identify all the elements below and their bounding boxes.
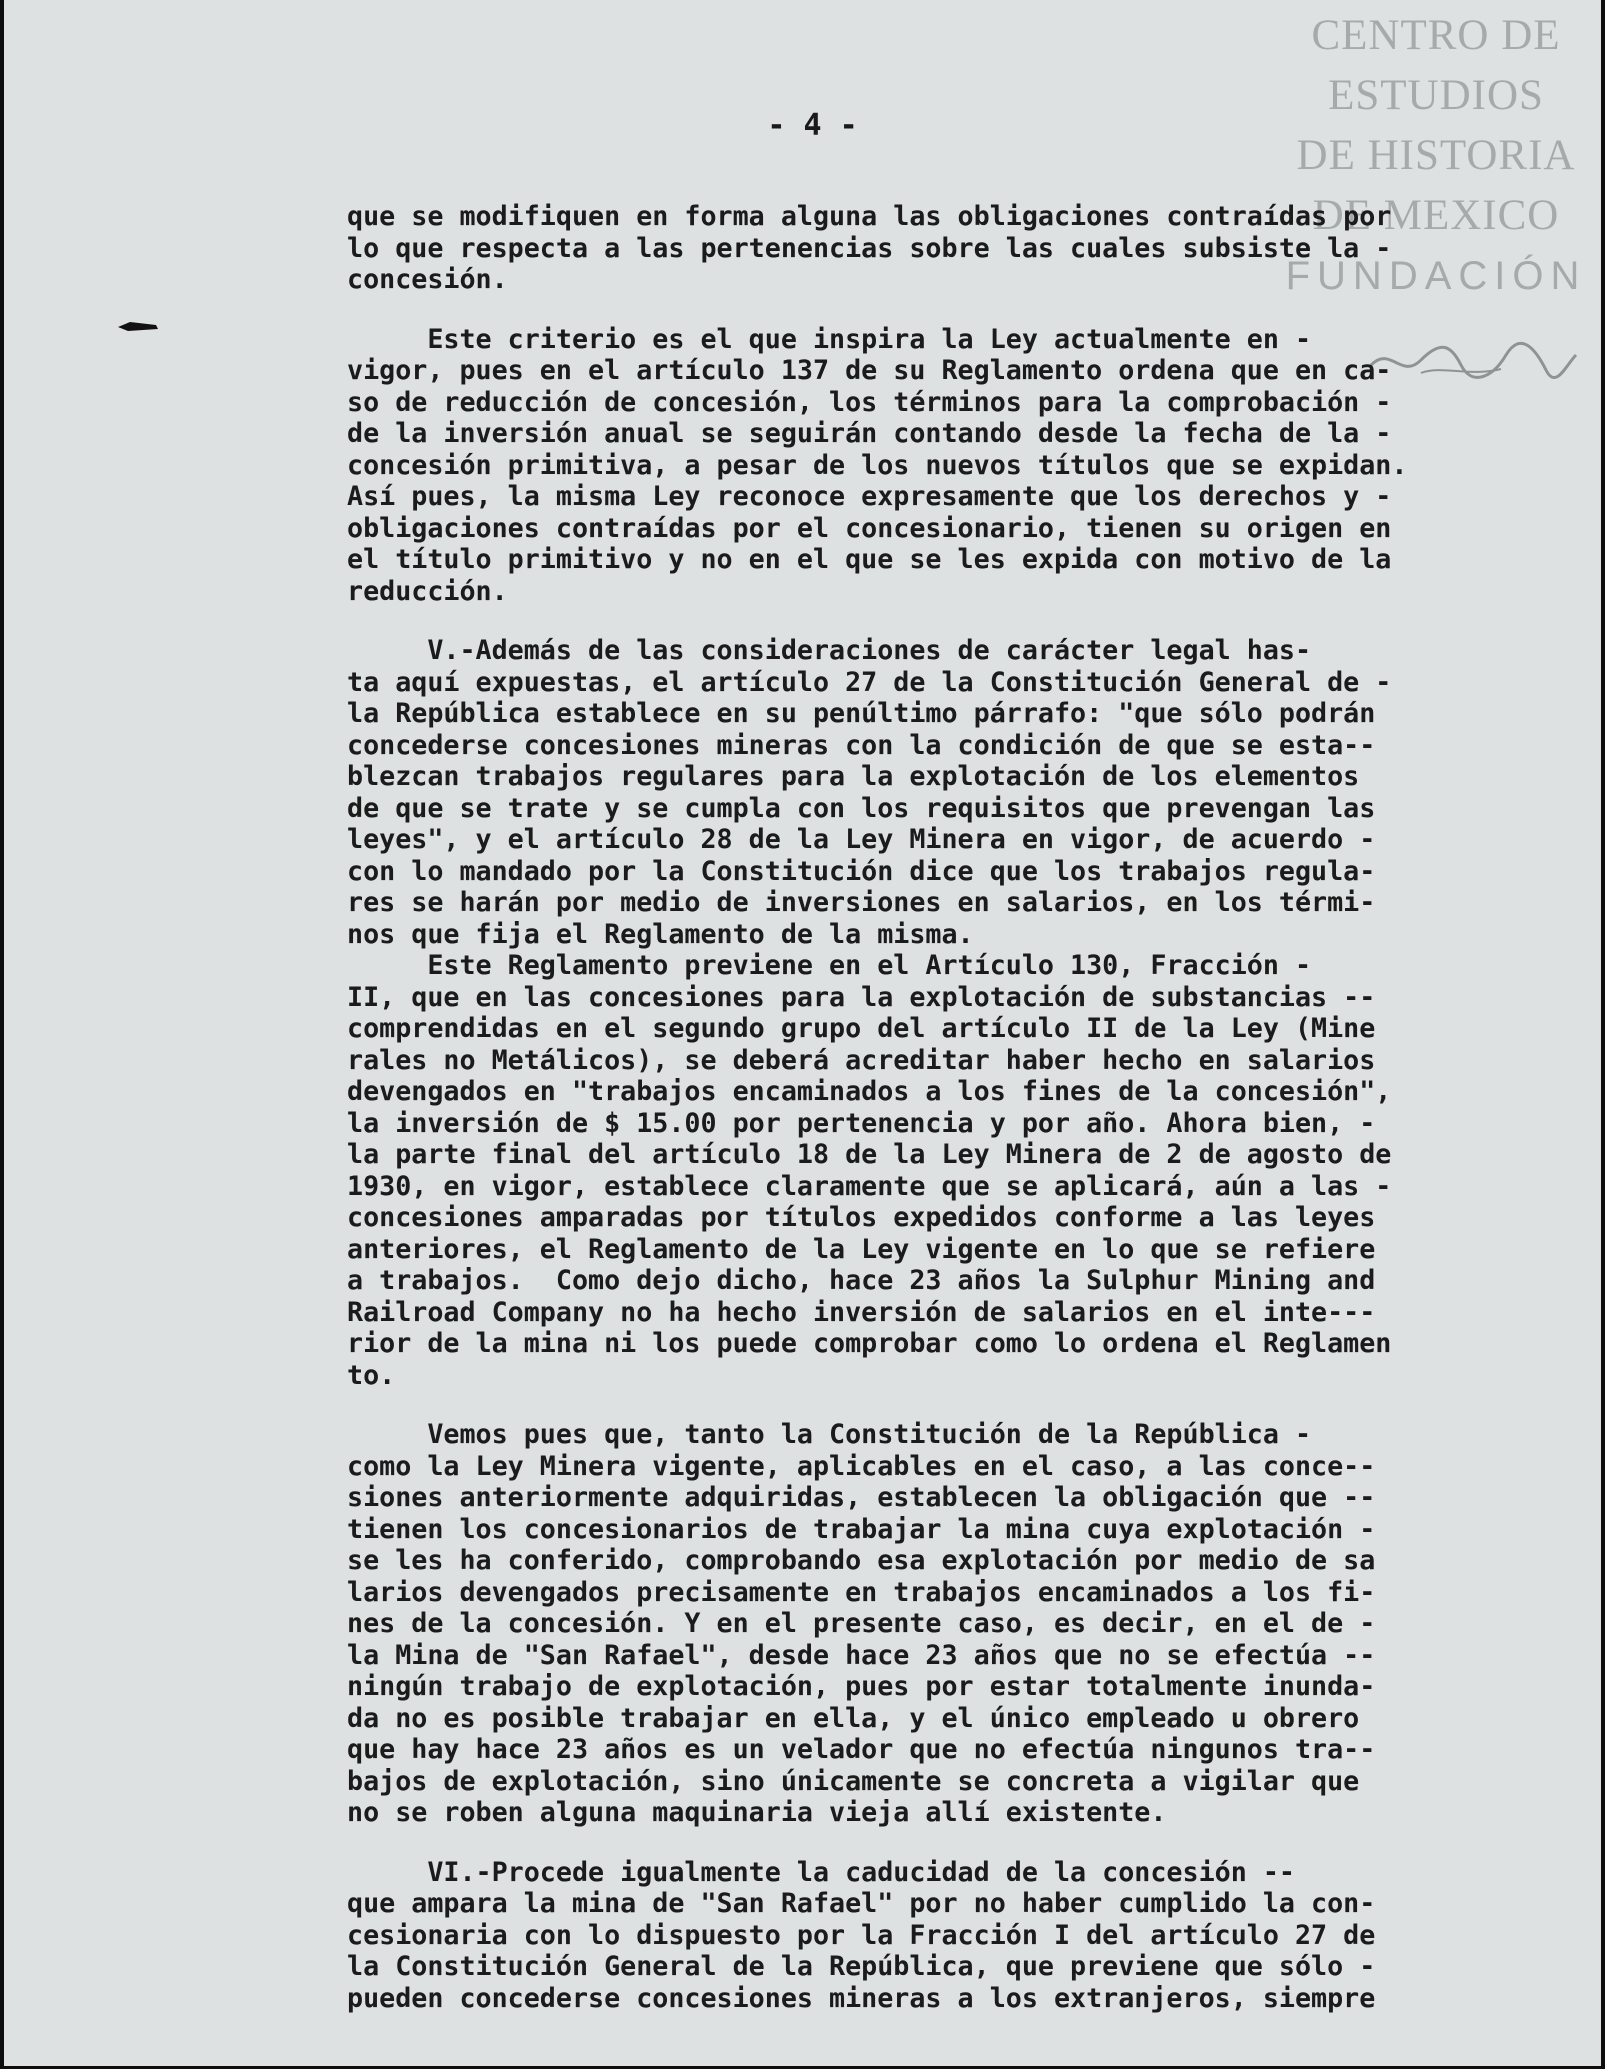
text-line: que ampara la mina de "San Rafael" por no haber cumplido la con- bbox=[347, 1888, 1376, 1919]
text-line: pueden concederse concesiones mineras a los extranjeros, siempre bbox=[347, 1982, 1376, 2014]
text-line: comprendidas en el segundo grupo del artículo II de la Ley (Mine bbox=[347, 1013, 1376, 1044]
text-line: concesión primitiva, a pesar de los nuevos títulos que se expidan. bbox=[347, 449, 1408, 481]
text-line: Este Reglamento previene en el Artículo 130, Fracción - bbox=[347, 950, 1312, 981]
paragraph bbox=[347, 201, 1567, 296]
text-line: lo que respecta a las pertenencias sobre las cuales subsiste la - bbox=[347, 232, 1392, 264]
text-line: bajos de explotación, sino únicamente se concreta a vigilar que bbox=[347, 1765, 1360, 1797]
watermark-line: DE HISTORIA bbox=[1296, 132, 1576, 179]
text-line: reducción. bbox=[347, 575, 508, 607]
paragraph bbox=[347, 1857, 1567, 2015]
text-line: la Constitución General de la República, que previene que sólo - bbox=[347, 1951, 1376, 1982]
paragraph bbox=[347, 635, 1567, 1391]
text-line: no se roben alguna maquinaria vieja allí existente. bbox=[347, 1797, 1167, 1828]
text-line: con lo mandado por la Constitución dice que los trabajos regula- bbox=[347, 855, 1376, 887]
text-line: que hay hace 23 años es un velador que no efectúa ningunos tra-- bbox=[347, 1734, 1376, 1765]
text-line: vigor, pues en el artículo 137 de su Reglamento ordena que en ca- bbox=[347, 355, 1392, 386]
text-line: ta aquí expuestas, el artículo 27 de la Constitución General de - bbox=[347, 666, 1392, 698]
text-line: obligaciones contraídas por el concesionario, tienen su origen en bbox=[347, 512, 1392, 544]
paragraph bbox=[347, 324, 1567, 608]
text-line: como la Ley Minera vigente, aplicables en el caso, a las conce-- bbox=[347, 1450, 1376, 1482]
text-line: rales no Metálicos), se deberá acreditar haber hecho en salarios bbox=[347, 1044, 1376, 1076]
paragraph bbox=[347, 1419, 1567, 1829]
text-line: nos que fija el Reglamento de la misma. bbox=[347, 918, 974, 950]
text-line: anteriores, el Reglamento de la Ley vigente en lo que se refiere bbox=[347, 1233, 1376, 1265]
text-line: Este criterio es el que inspira la Ley actualmente en - bbox=[347, 323, 1312, 355]
text-line: siones anteriormente adquiridas, establecen la obligación que -- bbox=[347, 1482, 1376, 1513]
text-line: da no es posible trabajar en ella, y el único empleado u obrero bbox=[347, 1702, 1360, 1734]
text-line: se les ha conferido, comprobando esa explotación por medio de sa bbox=[347, 1545, 1376, 1576]
text-line: rior de la mina ni los puede comprobar como lo ordena el Reglamen bbox=[347, 1328, 1392, 1359]
text-line: tienen los concesionarios de trabajar la mina cuya explotación - bbox=[347, 1513, 1376, 1545]
text-line: II, que en las concesiones para la explotación de substancias -- bbox=[347, 981, 1376, 1013]
document-body bbox=[347, 201, 1567, 2014]
text-line: ningún trabajo de explotación, pues por estar totalmente inunda- bbox=[347, 1671, 1376, 1702]
text-line: la parte final del artículo 18 de la Ley Minera de 2 de agosto de bbox=[347, 1139, 1392, 1170]
watermark-line: CENTRO DE bbox=[1311, 12, 1561, 59]
text-line: nes de la concesión. Y en el presente caso, es decir, en el de - bbox=[347, 1608, 1376, 1639]
text-line: so de reducción de concesión, los términos para la comprobación - bbox=[347, 386, 1392, 418]
document-page bbox=[4, 0, 1601, 2066]
text-line: concesión. bbox=[347, 264, 508, 295]
text-line: concederse concesiones mineras con la condición de que se esta-- bbox=[347, 729, 1376, 761]
text-line: Así pues, la misma Ley reconoce expresamente que los derechos y - bbox=[347, 481, 1392, 512]
watermark-line: ESTUDIOS bbox=[1328, 72, 1544, 119]
text-line: Vemos pues que, tanto la Constitución de la República - bbox=[347, 1419, 1312, 1450]
text-line: a trabajos. Como dejo dicho, hace 23 años la Sulphur Mining and bbox=[347, 1265, 1376, 1296]
text-line: que se modifiquen en forma alguna las obligaciones contraídas por bbox=[347, 201, 1392, 232]
text-line: la Mina de "San Rafael", desde hace 23 años que no se efectúa -- bbox=[347, 1639, 1376, 1671]
text-line: blezcan trabajos regulares para la explotación de los elementos bbox=[347, 761, 1360, 792]
text-line: VI.-Procede igualmente la caducidad de la concesión -- bbox=[347, 1856, 1295, 1888]
page-number: - 4 - bbox=[767, 108, 858, 143]
text-line: concesiones amparadas por títulos expedidos conforme a las leyes bbox=[347, 1202, 1376, 1233]
ink-mark bbox=[116, 318, 160, 334]
text-line: el título primitivo y no en el que se les expida con motivo de la bbox=[347, 544, 1392, 575]
text-line: res se harán por medio de inversiones en salarios, en los térmi- bbox=[347, 887, 1376, 918]
text-line: 1930, en vigor, establece claramente que se aplicará, aún a las - bbox=[347, 1170, 1392, 1202]
text-line: cesionaria con lo dispuesto por la Fracción I del artículo 27 de bbox=[347, 1919, 1376, 1951]
text-line: de que se trate y se cumpla con los requisitos que prevengan las bbox=[347, 792, 1376, 824]
text-line: la inversión de $ 15.00 por pertenencia y por año. Ahora bien, - bbox=[347, 1107, 1376, 1139]
watermark-line: FUNDACIÓN bbox=[1285, 254, 1587, 298]
watermark-line: DE MEXICO bbox=[1312, 192, 1560, 239]
text-line: leyes", y el artículo 28 de la Ley Minera en vigor, de acuerdo - bbox=[347, 824, 1376, 855]
text-line: larios devengados precisamente en trabajos encaminados a los fi- bbox=[347, 1576, 1376, 1608]
text-line: to. bbox=[347, 1359, 396, 1391]
text-line: devengados en "trabajos encaminados a los fines de la concesión", bbox=[347, 1076, 1392, 1107]
text-line: Railroad Company no ha hecho inversión de salarios en el inte--- bbox=[347, 1296, 1376, 1328]
text-line: la República establece en su penúltimo párrafo: "que sólo podrán bbox=[347, 698, 1376, 729]
text-line: de la inversión anual se seguirán contando desde la fecha de la - bbox=[347, 418, 1392, 449]
text-line: V.-Además de las consideraciones de carácter legal has- bbox=[347, 635, 1312, 666]
